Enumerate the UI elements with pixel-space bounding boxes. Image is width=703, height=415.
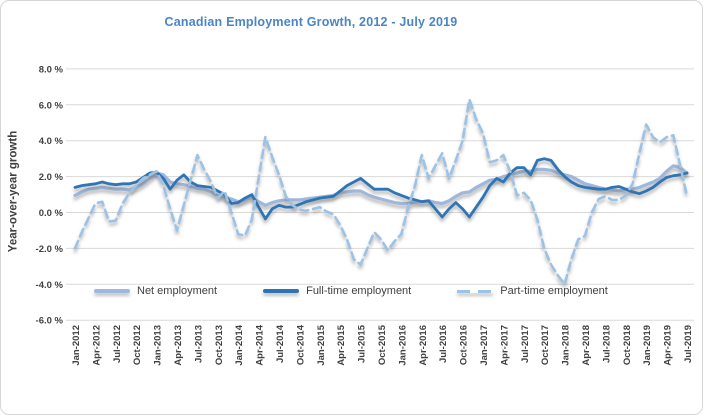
x-tick-label: Jul-2018 [601, 325, 613, 364]
x-tick-label: Apr-2013 [173, 325, 184, 366]
y-tick-label: 0.0 % [38, 208, 63, 219]
x-tick-label: Jan-2016 [397, 325, 409, 366]
series-line-full-time-employment [75, 159, 687, 219]
y-tick-label: 2.0 % [38, 172, 63, 184]
y-tick-label: 6.0 % [38, 100, 63, 112]
x-tick-label: Oct-2014 [295, 325, 307, 366]
y-tick-label: 8.0 % [38, 64, 63, 76]
y-axis-title: Year-over-year growth [7, 130, 20, 253]
x-tick-label: Oct-2018 [621, 325, 633, 366]
series-line-part-time-employment [75, 99, 687, 284]
legend-item-part-time [457, 285, 608, 297]
legend-label-part-time: Part-time employment [500, 285, 608, 297]
legend-label-net: Net employment [137, 285, 218, 297]
x-tick-label: Jan-2017 [479, 325, 490, 366]
legend-label-full-time: Full-time employment [306, 285, 412, 297]
x-tick-label: Jan-2018 [560, 325, 572, 366]
x-tick-label: Apr-2012 [91, 325, 103, 366]
legend-item-full-time [263, 285, 411, 297]
y-tick-label: -2.0 % [35, 243, 63, 255]
x-tick-label: Oct-2016 [458, 325, 470, 366]
x-tick-label: Oct-2012 [132, 325, 144, 366]
x-tick-label: Jul-2014 [275, 325, 286, 364]
plot-area [1, 1, 702, 414]
x-tick-label: Apr-2015 [336, 325, 348, 366]
x-tick-label: Jan-2013 [152, 325, 164, 366]
full-time-line-swatch [263, 289, 299, 293]
part-time-line-swatch [457, 290, 493, 293]
x-tick-label: Jul-2013 [193, 325, 205, 364]
y-tick-label: -6.0 % [35, 315, 63, 327]
x-tick-label: Oct-2015 [377, 325, 388, 366]
x-tick-label: Apr-2014 [254, 325, 266, 366]
x-tick-label: Apr-2017 [499, 325, 511, 366]
x-tick-label: Jan-2019 [642, 325, 654, 366]
x-tick-label: Apr-2016 [417, 325, 429, 366]
y-tick-label: 4.0 % [38, 136, 63, 148]
x-tick-label: Apr-2018 [581, 325, 592, 366]
chart-title: Canadian Employment Growth, 2012 - July 2019 [164, 15, 458, 29]
x-tick-label: Jan-2014 [234, 325, 246, 366]
x-tick-label: Jan-2012 [71, 325, 82, 366]
net-line-swatch [94, 289, 130, 293]
x-tick-label: Oct-2013 [213, 325, 225, 366]
x-tick-label: Jul-2019 [683, 325, 694, 364]
x-tick-label: Oct-2017 [540, 325, 552, 366]
x-tick-label: Apr-2019 [662, 325, 674, 366]
x-tick-label: Jul-2012 [111, 325, 123, 364]
x-tick-label: Jul-2017 [519, 325, 531, 364]
x-tick-label: Jul-2015 [356, 325, 368, 364]
legend-item-net [94, 285, 217, 297]
y-tick-label: -4.0 % [35, 279, 63, 291]
x-tick-label: Jul-2016 [438, 325, 450, 364]
x-tick-label: Jan-2015 [315, 325, 327, 366]
legend [94, 285, 608, 297]
